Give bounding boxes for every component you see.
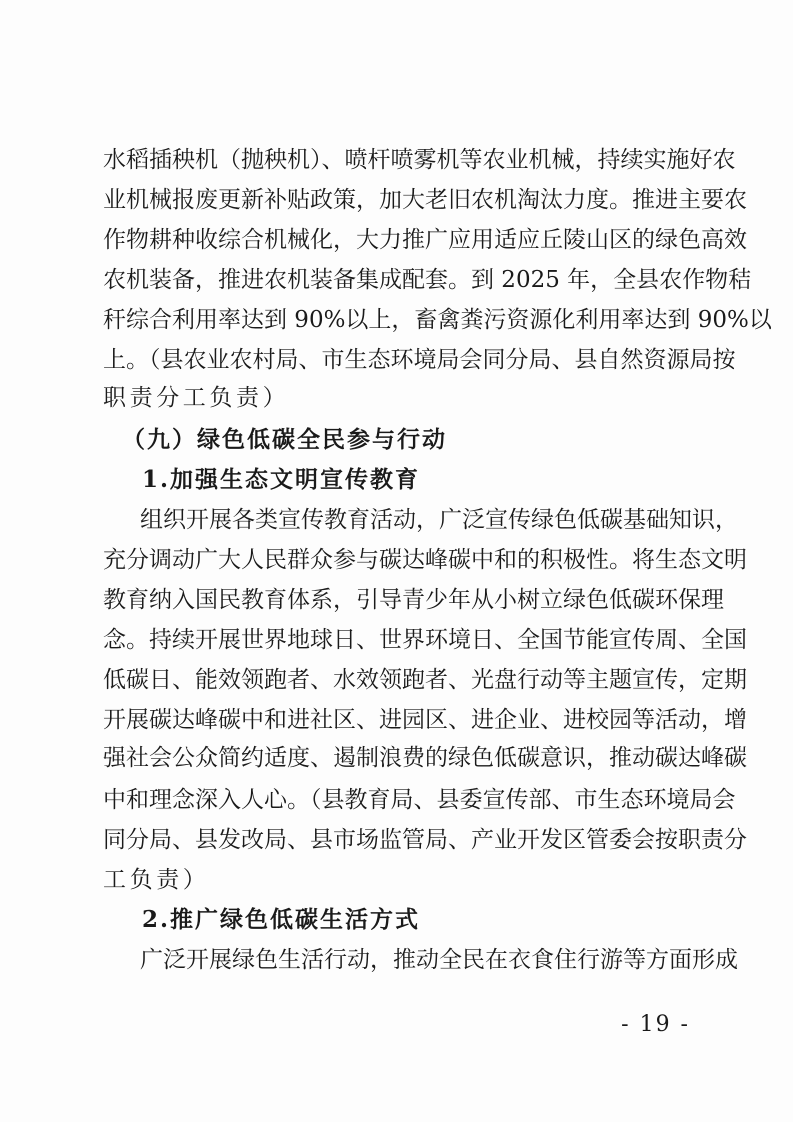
paragraph-line: 业机械报废更新补贴政策，加大老旧农机淘汰力度。推进主要农 xyxy=(103,187,747,213)
paragraph-line: 工负责） xyxy=(103,867,210,893)
paragraph-line: 充分调动广大人民群众参与碳达峰碳中和的积极性。将生态文明 xyxy=(103,547,747,573)
paragraph-line: 开展碳达峰碳中和进社区、进园区、进企业、进校园等活动，增 xyxy=(103,707,747,733)
paragraph-line: 上。（县农业农村局、市生态环境局会同分局、县自然资源局按 xyxy=(103,347,736,373)
paragraph-line: 作物耕种收综合机械化，大力推广应用适应丘陵山区的绿色高效 xyxy=(103,227,747,253)
paragraph-line: 水稻插秧机（抛秧机）、喷杆喷雾机等农业机械，持续实施好农 xyxy=(103,147,736,173)
paragraph-line: 秆综合利用率达到 90%以上，畜禽粪污资源化利用率达到 90%以 xyxy=(103,307,772,333)
paragraph-line: 强社会公众简约适度、遏制浪费的绿色低碳意识，推动碳达峰碳 xyxy=(103,745,747,771)
paragraph-line: 教育纳入国民教育体系，引导青少年从小树立绿色低碳环保理 xyxy=(103,587,724,613)
paragraph-line: 广泛开展绿色生活行动，推动全民在衣食住行游等方面形成 xyxy=(140,947,738,973)
subheading: 2.推广绿色低碳生活方式 xyxy=(142,906,421,933)
paragraph-line: 同分局、县发改局、县市场监管局、产业开发区管委会按职责分 xyxy=(103,827,747,853)
paragraph-line: 职责分工负责） xyxy=(103,385,290,411)
subheading: 1.加强生态文明宣传教育 xyxy=(142,466,421,493)
paragraph-line: 农机装备，推进农机装备集成配套。到 2025 年，全县农作物秸 xyxy=(103,267,752,293)
paragraph-line: 念。持续开展世界地球日、世界环境日、全国节能宣传周、全国 xyxy=(103,627,747,653)
paragraph-line: 中和理念深入人心。（县教育局、县委宣传部、市生态环境局会 xyxy=(103,787,736,813)
page-number: - 19 - xyxy=(621,1012,690,1037)
paragraph-line: 低碳日、能效领跑者、水效领跑者、光盘行动等主题宣传，定期 xyxy=(103,667,747,693)
paragraph-line: 组织开展各类宣传教育活动，广泛宣传绿色低碳基础知识， xyxy=(140,507,738,533)
section-heading: （九）绿色低碳全民参与行动 xyxy=(122,426,447,453)
